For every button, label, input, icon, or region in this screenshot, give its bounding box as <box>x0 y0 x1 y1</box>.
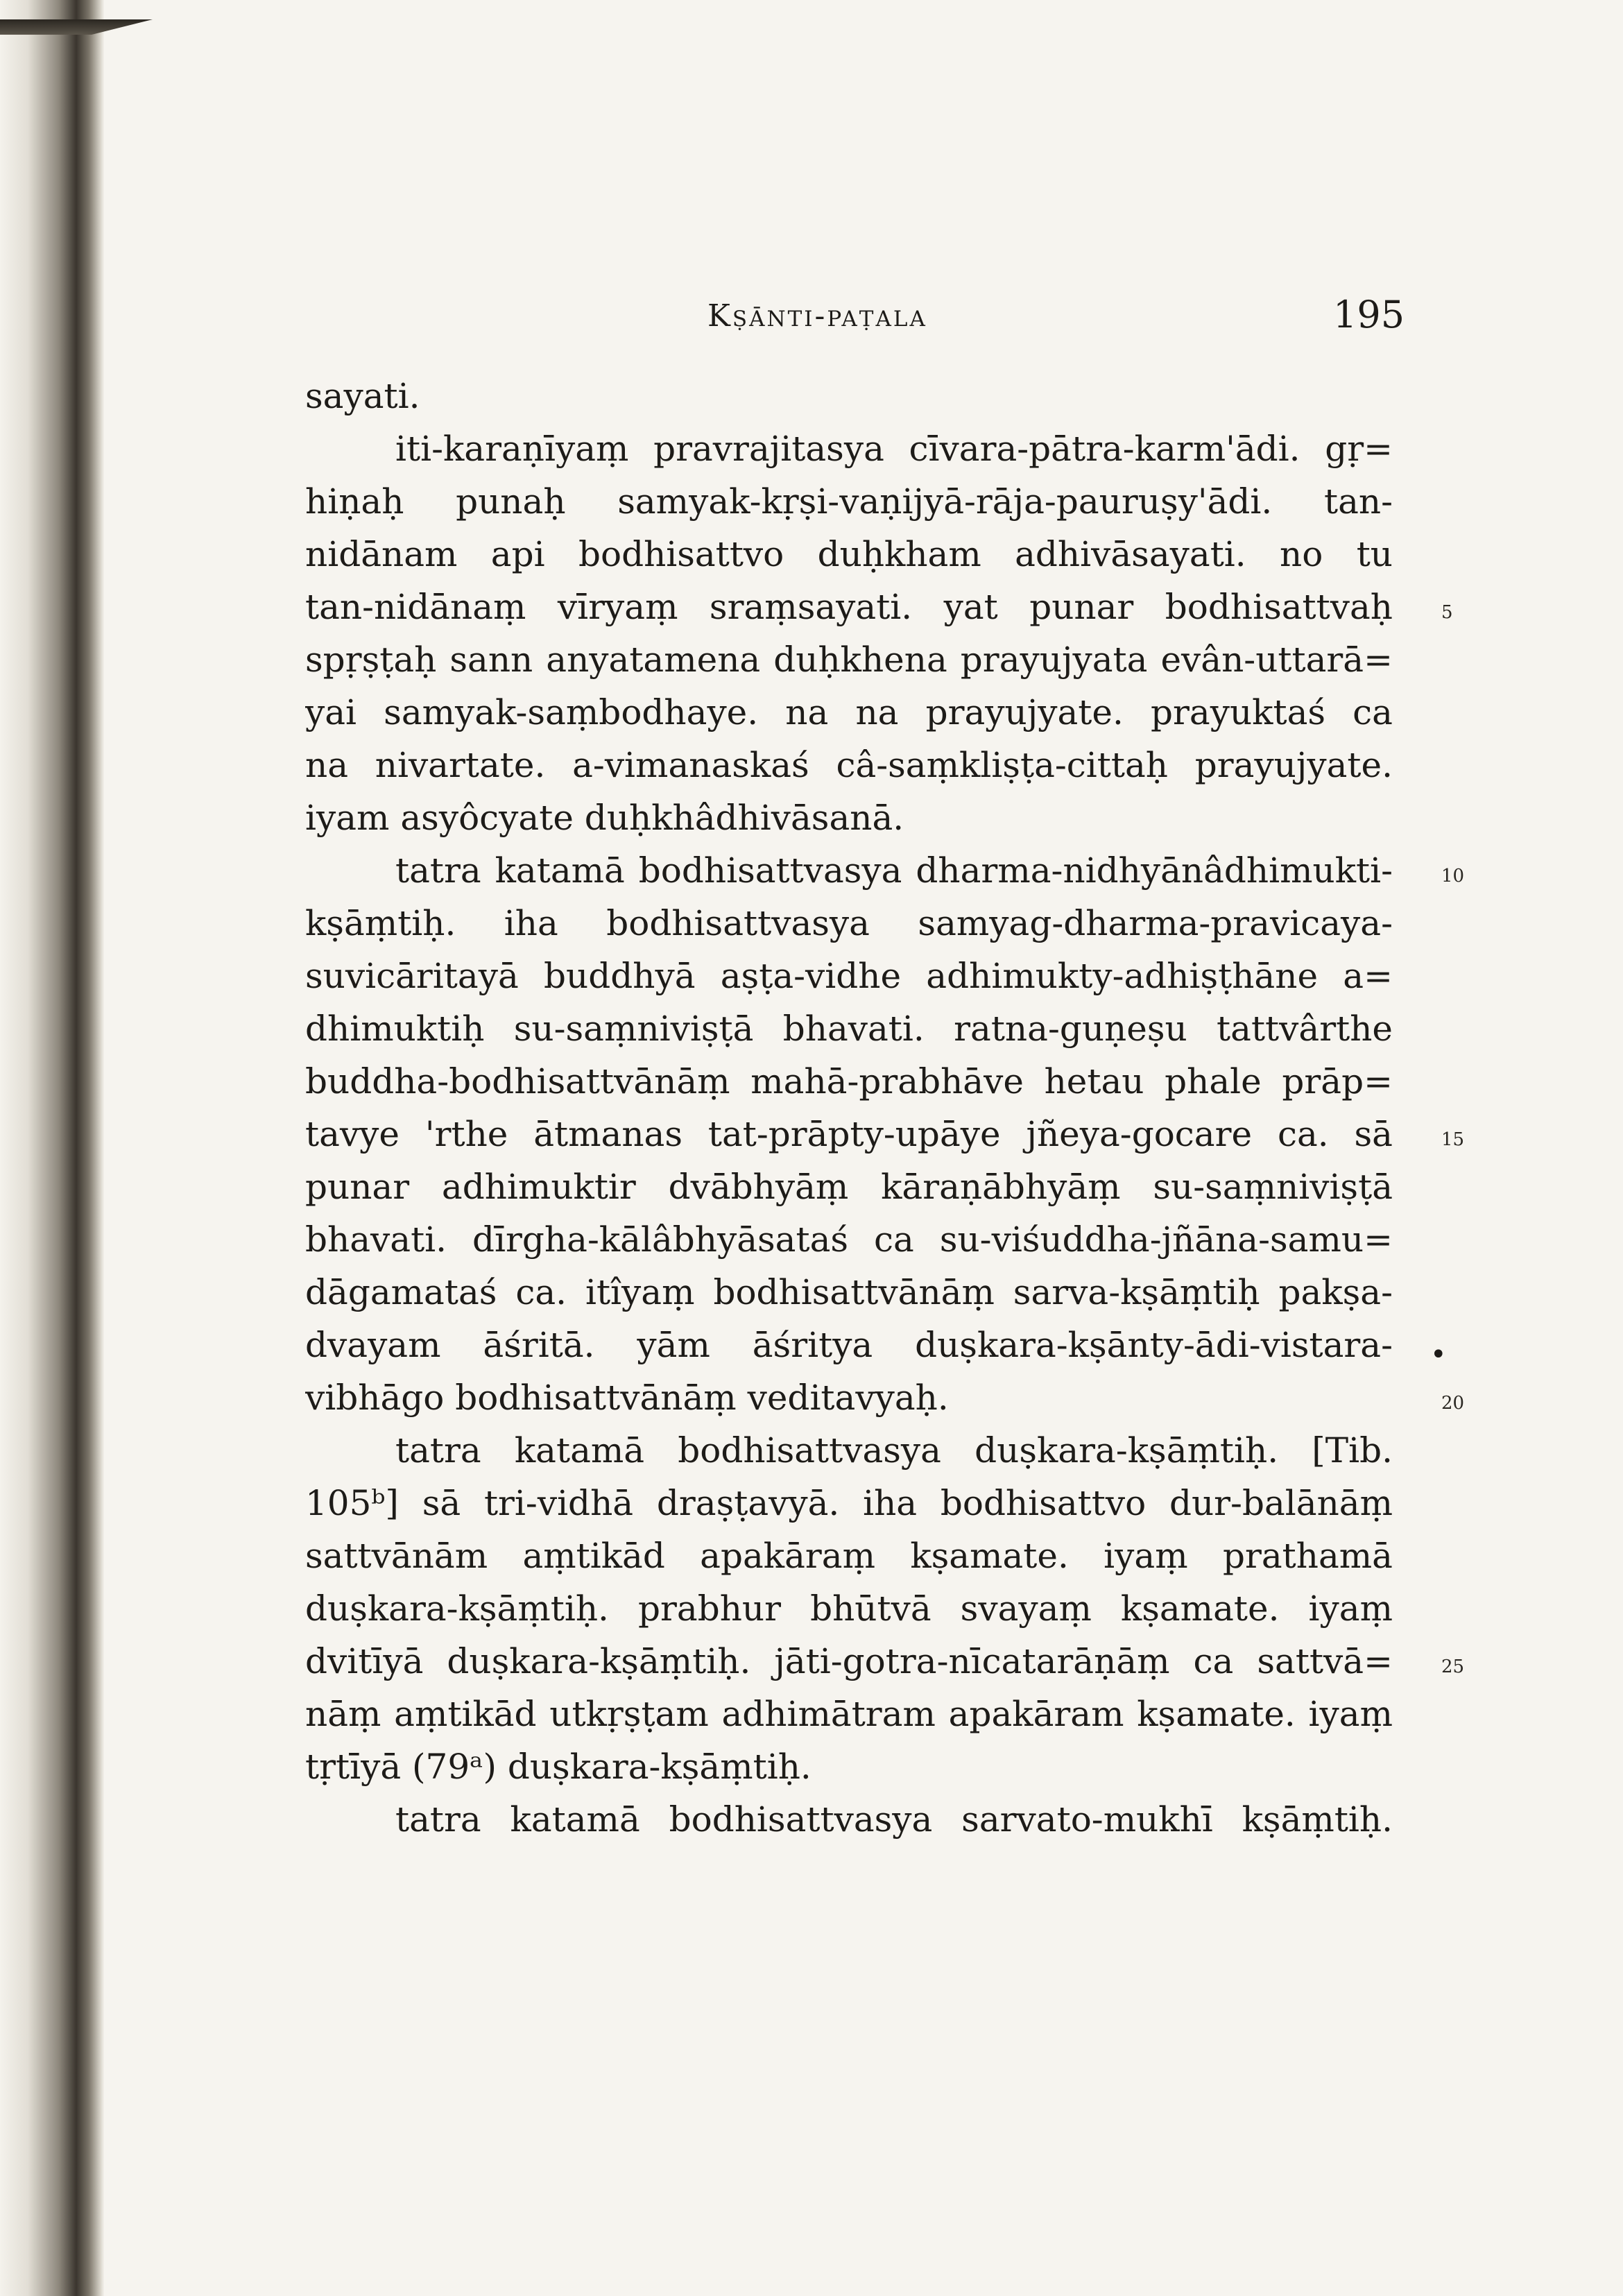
text-line-25: dvitīyā duṣkara-kṣāṃtiḥ. jāti-gotra-nīcatarāṇāṃ ca sattvā= <box>305 1641 1393 1681</box>
text-line-8: na nivartate. a-vimanaskaś câ-saṃkliṣṭa-cittaḥ prayujyate. <box>305 745 1393 785</box>
text-line-26: nāṃ aṃtikād utkṛṣṭam adhimātram apakāram kṣamate. iyaṃ <box>305 1694 1393 1734</box>
line-number-15: 15 <box>1441 1129 1465 1150</box>
margin-dot-mark: • <box>1430 1339 1447 1371</box>
text-line-19: dvayam āśritā. yām āśritya duṣkara-kṣānty-ādi-vistara- <box>305 1325 1393 1365</box>
text-line-4: nidānam api bodhisattvo duḥkham adhivāsayati. no tu <box>305 534 1393 574</box>
text-line-3: hiṇaḥ punaḥ samyak-kṛṣi-vaṇijyā-rāja-pauruṣy'ādi. tan- <box>305 481 1393 522</box>
text-line-9: iyam asyôcyate duḥkhâdhivāsanā. <box>305 798 904 838</box>
text-line-21: tatra katamā bodhisattvasya duṣkara-kṣāṃtiḥ. [Tib. <box>395 1430 1393 1471</box>
text-line-27: tṛtīyā (79ᵃ) duṣkara-kṣāṃtiḥ. <box>305 1747 812 1787</box>
text-line-11: kṣāṃtiḥ. iha bodhisattvasya samyag-dharma-pravicaya- <box>305 903 1393 943</box>
page-number: 195 <box>1333 293 1405 336</box>
text-line-16: punar adhimuktir dvābhyāṃ kāraṇābhyāṃ su-saṃniviṣṭā <box>305 1167 1393 1207</box>
text-line-28: tatra katamā bodhisattvasya sarvato-mukhī kṣāṃtiḥ. <box>395 1799 1393 1840</box>
text-line-10: tatra katamā bodhisattvasya dharma-nidhyānâdhimukti- <box>395 850 1393 891</box>
line-number-10: 10 <box>1441 866 1465 886</box>
text-line-23: sattvānām aṃtikād apakāraṃ kṣamate. iyaṃ prathamā <box>305 1536 1393 1576</box>
text-line-6: spṛṣṭaḥ sann anyatamena duḥkhena prayujyata evân-uttarā= <box>305 640 1393 680</box>
text-line-2: iti-karaṇīyaṃ pravrajitasya cīvara-pātra-karm'ādi. gṛ= <box>395 429 1393 469</box>
text-line-24: duṣkara-kṣāṃtiḥ. prabhur bhūtvā svayaṃ kṣamate. iyaṃ <box>305 1588 1393 1629</box>
line-number-20: 20 <box>1441 1393 1465 1414</box>
text-line-7: yai samyak-saṃbodhaye. na na prayujyate. prayuktaś ca <box>305 692 1393 733</box>
text-line-18: dāgamataś ca. itîyaṃ bodhisattvānāṃ sarva-kṣāṃtiḥ pakṣa- <box>305 1272 1393 1312</box>
line-number-25: 25 <box>1441 1656 1465 1677</box>
text-line-13: dhimuktiḥ su-saṃniviṣṭā bhavati. ratna-guṇeṣu tattvârthe <box>305 1009 1393 1049</box>
text-line-5: tan-nidānaṃ vīryaṃ sraṃsayati. yat punar bodhisattvaḥ <box>305 587 1393 627</box>
line-number-5: 5 <box>1441 602 1453 623</box>
text-line-12: suvicāritayā buddhyā aṣṭa-vidhe adhimukty-adhiṣṭhāne a= <box>305 956 1393 996</box>
text-line-14: buddha-bodhisattvānāṃ mahā-prabhāve hetau phale prāp= <box>305 1061 1393 1102</box>
running-header-title: Kṣānti-paṭala <box>707 298 927 334</box>
text-line-22: 105ᵇ] sā tri-vidhā draṣṭavyā. iha bodhisattvo dur-balānāṃ <box>305 1483 1393 1523</box>
text-line-15: tavye 'rthe ātmanas tat-prāpty-upāye jñeya-gocare ca. sā <box>305 1114 1393 1154</box>
text-line-1: sayati. <box>305 376 420 416</box>
text-line-20: vibhāgo bodhisattvānāṃ veditavyaḥ. <box>305 1378 949 1418</box>
text-line-17: bhavati. dīrgha-kālâbhyāsataś ca su-viśuddha-jñāna-samu= <box>305 1219 1393 1260</box>
